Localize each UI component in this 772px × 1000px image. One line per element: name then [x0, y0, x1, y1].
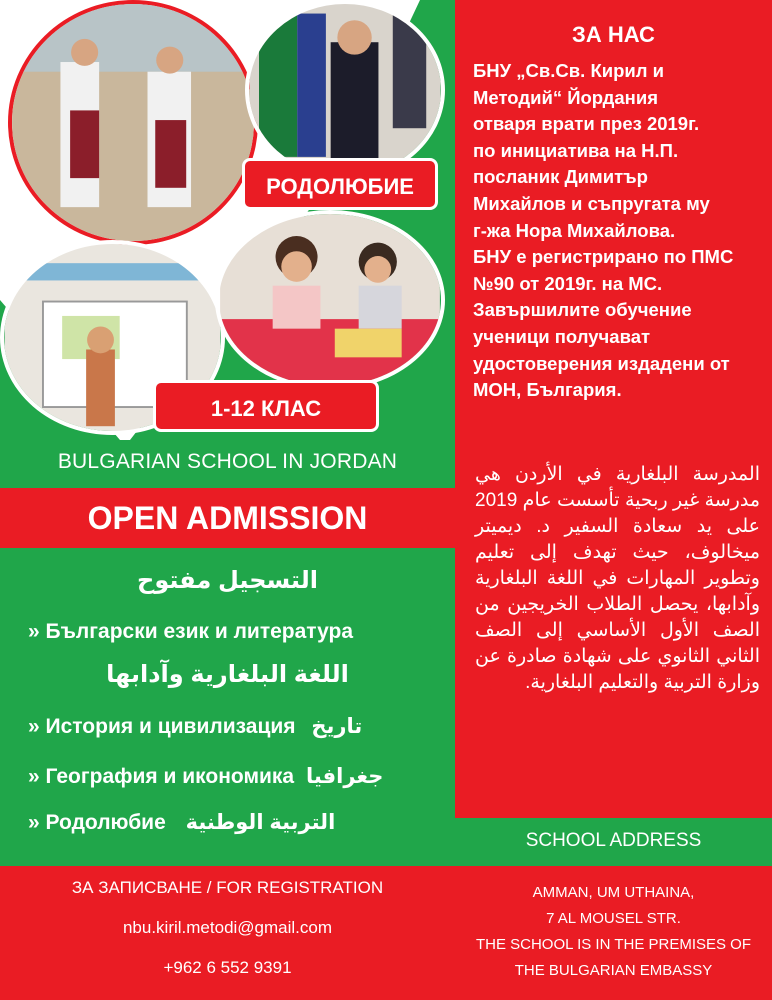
address-text — [455, 880, 772, 984]
bullet-marker: » — [28, 715, 40, 738]
bullet-marker: » — [28, 811, 40, 834]
school-name: BULGARIAN SCHOOL IN JORDAN — [57, 450, 398, 473]
registration-heading: ЗА ЗАПИСВАНЕ / FOR REGISTRATION — [71, 878, 384, 897]
bullet-marker: » — [28, 620, 40, 643]
subject-ar: تاريخ — [311, 715, 363, 738]
admission-title: OPEN ADMISSION — [87, 500, 368, 536]
admission-arabic-title: التسجيل مفتوح — [137, 567, 318, 594]
about-line: посланик Димитър — [473, 166, 648, 188]
about-line: ученици получават — [473, 325, 651, 347]
subject-ar: التربية الوطنية — [185, 811, 336, 834]
subject-item — [28, 620, 353, 644]
about-text-bg — [473, 58, 763, 404]
address-heading-band — [455, 818, 772, 866]
address-panel — [455, 866, 772, 1000]
bullet-marker: » — [28, 765, 40, 788]
about-line: удостоверения издадени от — [473, 352, 730, 374]
about-line: Методий“ Йордания — [473, 86, 659, 108]
subject-bg: Родолюбие — [45, 811, 166, 834]
subject-bg: География и икономика — [45, 765, 295, 788]
photo-boy-microphone — [245, 0, 445, 180]
address-line: THE BULGARIAN EMBASSY — [514, 962, 713, 979]
about-line: МОН, България. — [473, 379, 622, 401]
school-name-band — [0, 440, 455, 488]
subject-bg: История и цивилизация — [45, 715, 296, 738]
registration-phone[interactable]: +962 6 552 9391 — [163, 958, 292, 977]
about-panel — [455, 0, 772, 818]
about-line: Завършилите обучение — [473, 299, 692, 321]
photo-folk-costume-girls — [8, 0, 258, 245]
subject-item — [28, 764, 383, 789]
subject-item — [0, 660, 455, 689]
address-heading: SCHOOL ADDRESS — [525, 830, 702, 851]
about-text-arabic: المدرسة البلغارية في الأردن هي مدرسة غير ربحية تأسست عام 2019 على يد سعادة السفير د. ديميتر ميخالوف، حيث تهدف إلى تعليم وتطوير المهارات في اللغة البلغارية وآدابها، يحصل الطلاب الخريجين من الصف الأول الأساسي إلى الصف الثاني الثانوي على شهادة صادرة عن وزارة التربية والتعليم البلغارية. — [475, 464, 760, 693]
registration-email[interactable]: nbu.kiril.metodi@gmail.com — [122, 918, 333, 937]
address-line: 7 AL MOUSEL STR. — [546, 910, 681, 927]
subject-bg: Български език и литература — [45, 620, 354, 643]
admission-band — [0, 488, 455, 548]
about-line: БНУ е регистрирано по ПМС — [473, 246, 734, 268]
about-line: отваря врати през 2019г. — [473, 113, 700, 135]
subject-ar: جغرافيا — [305, 765, 384, 788]
collage-area — [0, 0, 455, 440]
about-heading: ЗА НАС — [572, 22, 655, 47]
address-line: AMMAN, UM UTHAINA, — [532, 884, 695, 901]
address-line: THE SCHOOL IS IN THE PREMISES OF — [475, 936, 752, 953]
subjects-panel — [0, 548, 455, 866]
registration-panel — [0, 866, 455, 1000]
subject-item — [28, 714, 362, 739]
about-line: по инициатива на Н.П. — [473, 139, 679, 161]
subject-item — [28, 810, 335, 835]
subject-ar: اللغة البلغارية وآدابها — [106, 661, 349, 688]
about-line: Михайлов и съпругата му — [473, 192, 710, 214]
about-line: г-жа Нора Михайлова. — [473, 219, 676, 241]
about-line: №90 от 2019г. на МС. — [473, 272, 663, 294]
photo-girls-painting — [215, 210, 445, 390]
about-line: БНУ „Св.Св. Кирил и — [473, 60, 665, 81]
grades-badge: 1-12 КЛАС — [153, 380, 379, 432]
patriotism-badge: РОДОЛЮБИЕ — [242, 158, 438, 210]
